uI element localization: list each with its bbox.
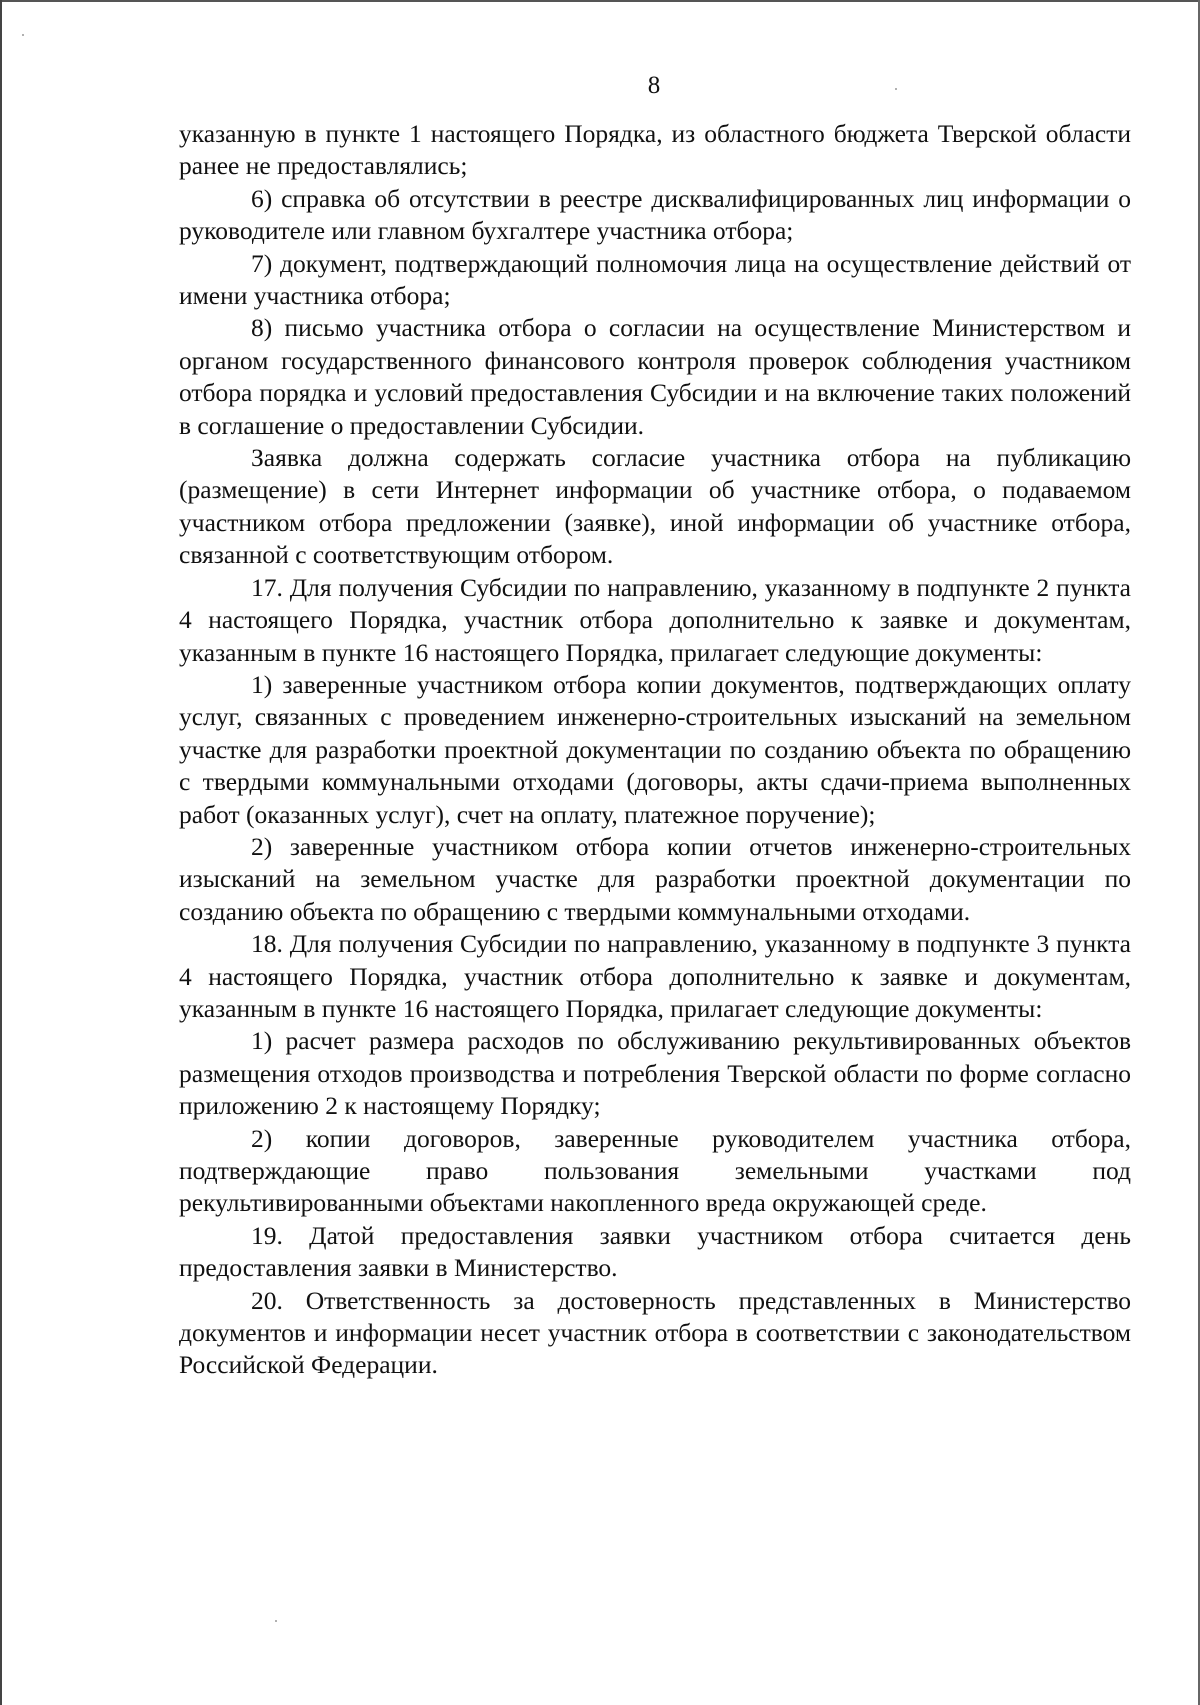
paragraph: 2) копии договоров, заверенные руководителем участника отбора, подтверждающие право пользования земельными участками под рекультивированными объектами накопленного вреда окружающей среде. xyxy=(179,1123,1131,1218)
paragraph: 18. Для получения Субсидии по направлению, указанному в подпункте 3 пункта 4 настоящего Порядка, участник отбора дополнительно к заявке и документам, указанным в пункте 16 настоящего Порядка, прилагает следующие документы: xyxy=(179,929,1131,1023)
paragraph: 7) документ, подтверждающий полномочия лица на осуществление действий от имени участника отбора; xyxy=(179,248,1131,311)
scan-edge-left xyxy=(0,0,2,1705)
document-body xyxy=(179,118,1131,1382)
scan-edge-top xyxy=(0,0,1200,2)
paragraph: 17. Для получения Субсидии по направлению, указанному в подпункте 2 пункта 4 настоящего Порядка, участник отбора дополнительно к заявке и документам, указанным в пункте 16 настоящего Порядка, прилагает следующие документы: xyxy=(179,572,1131,667)
paragraph: 8) письмо участника отбора о согласии на осуществление Министерством и органом государственного финансового контроля проверок соблюдения участником отбора порядка и условий предоставления Субсидии и на включение таких положений в соглашение о предоставлении Субсидии. xyxy=(179,313,1131,440)
scan-speck xyxy=(275,1620,277,1622)
scan-speck xyxy=(22,34,24,36)
paragraph: указанную в пункте 1 настоящего Порядка, из областного бюджета Тверской области ранее не предоставлялись; xyxy=(179,119,1131,181)
paragraph: 1) расчет размера расходов по обслуживанию рекультивированных объектов размещения отходов производства и потребления Тверской области по форме согласно приложению 2 к настоящему Порядку; xyxy=(179,1026,1131,1121)
paragraph: 2) заверенные участником отбора копии отчетов инженерно-строительных изысканий на земельном участке для разработки проектной документации по созданию объекта по обращению с твердыми коммунальными отходами. xyxy=(179,831,1131,926)
paragraph: 6) справка об отсутствии в реестре дисквалифицированных лиц информации о руководителе или главном бухгалтере участника отбора; xyxy=(179,183,1131,246)
paragraph: Заявка должна содержать согласие участника отбора на публикацию (размещение) в сети Интернет информации об участнике отбора, о подаваемом участником отбора предложении (заявке), иной информации об участнике отбора, связанной с соответствующим отбором. xyxy=(179,443,1131,570)
page-number: 8 xyxy=(647,72,661,99)
paragraph: 20. Ответственность за достоверность представленных в Министерство документов и информации несет участник отбора в соответствии с законодательством Российской Федерации. xyxy=(179,1285,1131,1380)
paragraph: 1) заверенные участником отбора копии документов, подтверждающих оплату услуг, связанных с проведением инженерно-строительных изысканий на земельном участке для разработки проектной документации по созданию объекта по обращению с твердыми коммунальными отходами (договоры, акты сдачи-приема выполненных работ (оказанных услуг), счет на оплату, платежное поручение); xyxy=(179,669,1131,829)
paragraph: 19. Датой предоставления заявки участником отбора считается день предоставления заявки в Министерство. xyxy=(179,1220,1131,1283)
